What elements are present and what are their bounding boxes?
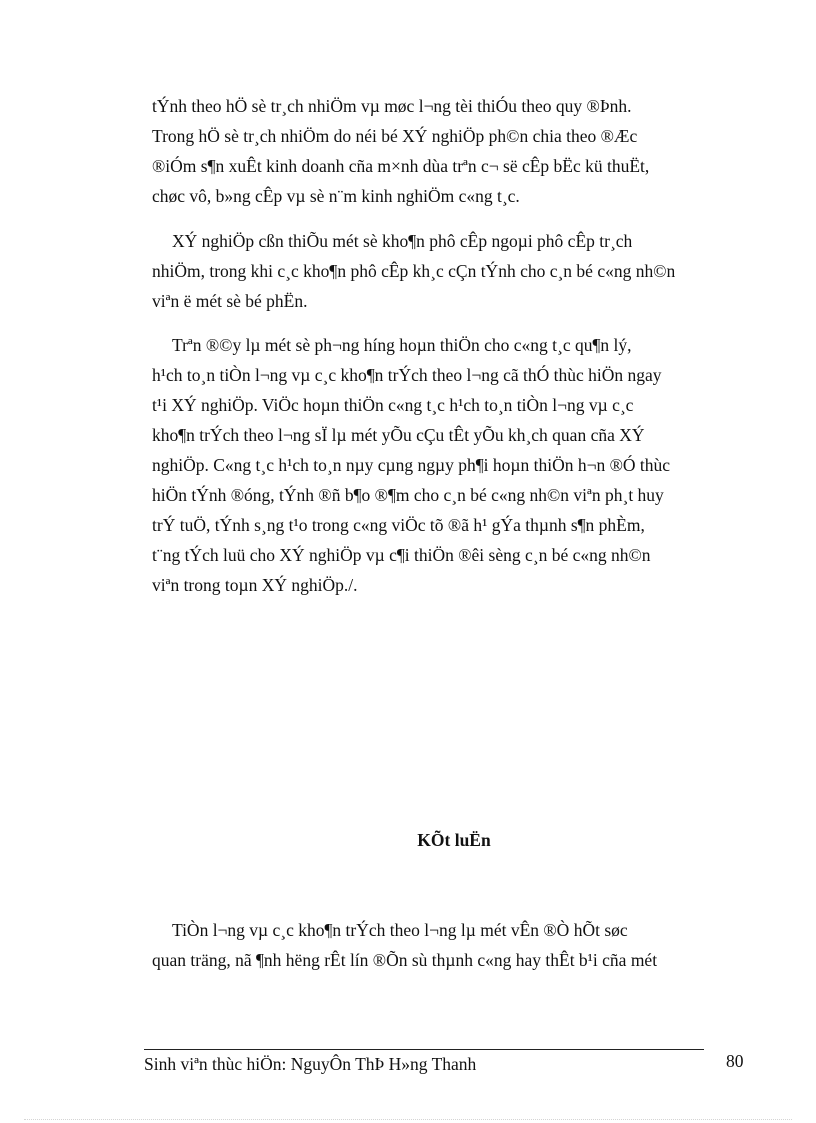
paragraph-5	[152, 915, 756, 975]
text-line: h¹ch to¸n tiÒn l¬ng vµ c¸c kho¶n trÝch theo l¬ng cã thÓ thùc hiÖn ngay	[152, 365, 662, 385]
text-line: t¨ng tÝch luü cho XÝ nghiÖp vµ c¶i thiÖn ®êi sèng c¸n bé c«ng nh©n	[152, 545, 651, 565]
text-line: nghiÖp. C«ng t¸c h¹ch to¸n nµy cµng ngµy ph¶i hoµn thiÖn h¬n ®Ó thùc	[152, 455, 671, 475]
text-line: t¹i XÝ nghiÖp. ViÖc hoµn thiÖn c«ng t¸c h¹ch to¸n tiÒn l¬ng vµ c¸c	[152, 395, 634, 415]
text-line: XÝ nghiÖp cßn thiÕu mét sè kho¶n phô cÊp ngoµi phô cÊp tr¸ch	[172, 231, 633, 251]
text-line: Trong hÖ sè tr¸ch nhiÖm do néi bé XÝ nghiÖp ph©n chia theo ®Æc	[152, 126, 638, 146]
paragraph-1	[152, 91, 756, 211]
text-line: quan träng, nã ¶nh hëng rÊt lín ®Õn sù thµnh c«ng hay thÊt b¹i cña mét	[152, 950, 658, 970]
page-bottom-edge	[24, 1119, 792, 1120]
text-line: tÝnh theo hÖ sè tr¸ch nhiÖm vµ møc l¬ng tèi thiÓu theo quy ®Þnh.	[152, 96, 632, 116]
text-line: viªn ë mét sè bé phËn.	[152, 291, 308, 311]
paragraph-2	[152, 226, 756, 316]
paragraph-3	[152, 330, 756, 600]
text-line: kho¶n trÝch theo l¬ng sÏ lµ mét yÕu cÇu tÊt yÕu kh¸ch quan cña XÝ	[152, 425, 645, 445]
footer-divider	[144, 1049, 704, 1050]
text-line: nhiÖm, trong khi c¸c kho¶n phô cÊp kh¸c cÇn tÝnh cho c¸n bé c«ng nh©n	[152, 261, 676, 281]
section-heading: KÕt luËn	[417, 830, 491, 850]
page-number: 80	[726, 1051, 744, 1071]
text-line: trÝ tuÖ, tÝnh s¸ng t¹o trong c«ng viÖc tõ ®ã h¹ gÝa thµnh s¶n phÈm,	[152, 515, 645, 535]
text-line: chøc vô, b»ng cÊp vµ sè n¨m kinh nghiÖm c«ng t¸c.	[152, 186, 520, 206]
text-line: ®iÓm s¶n xuÊt kinh doanh cña m×nh dùa trªn c¬ së cÊp bËc kü thuËt,	[152, 156, 650, 176]
footer-author: Sinh viªn thùc hiÖn: NguyÔn ThÞ H»ng Thanh	[144, 1054, 477, 1074]
text-line: Trªn ®©y lµ mét sè ph¬ng híng hoµn thiÖn cho c«ng t¸c qu¶n lý,	[172, 335, 632, 355]
text-line: viªn trong toµn XÝ nghiÖp./.	[152, 575, 358, 595]
text-line: TiÒn l¬ng vµ c¸c kho¶n trÝch theo l¬ng lµ mét vÊn ®Ò hÕt søc	[172, 920, 628, 940]
text-line: hiÖn tÝnh ®óng, tÝnh ®ñ b¶o ®¶m cho c¸n bé c«ng nh©n viªn ph¸t huy	[152, 485, 664, 505]
